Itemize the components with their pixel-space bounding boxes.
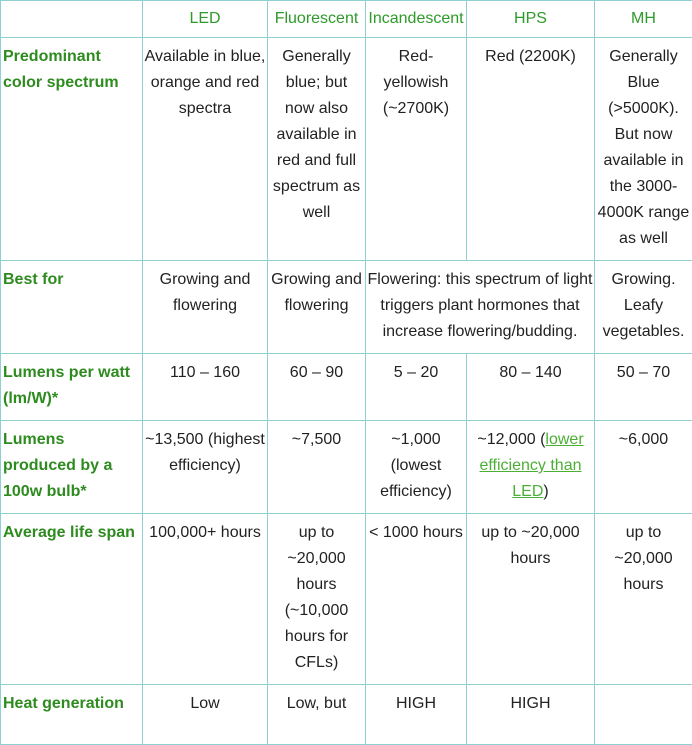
table-cell: 50 – 70 xyxy=(595,354,692,421)
row-label: Best for xyxy=(1,261,143,354)
header-hps: HPS xyxy=(467,1,595,38)
table-cell: Growing and flowering xyxy=(268,261,366,354)
table-row xyxy=(1,354,692,421)
table-cell: up to ~20,000 hours (~10,000 hours for CFLs) xyxy=(268,514,366,685)
table-cell: HIGH xyxy=(366,685,467,745)
table-cell: 80 – 140 xyxy=(467,354,595,421)
table-cell: Growing and flowering xyxy=(143,261,268,354)
row-label: Heat generation xyxy=(1,685,143,745)
table-row xyxy=(1,514,692,685)
table-cell: Red (2200K) xyxy=(467,38,595,261)
cell-text: ) xyxy=(543,483,548,500)
row-label: Lumens produced by a 100w bulb* xyxy=(1,421,143,514)
header-row xyxy=(1,1,692,38)
table-cell: 5 – 20 xyxy=(366,354,467,421)
table-cell: up to ~20,000 hours xyxy=(595,514,692,685)
table-cell: HIGH xyxy=(467,685,595,745)
table-cell: Flowering: this spectrum of light triggers plant hormones that increase flowering/budding. xyxy=(366,261,595,354)
table-cell xyxy=(595,685,692,745)
table-cell: Low xyxy=(143,685,268,745)
table-cell: 110 – 160 xyxy=(143,354,268,421)
table-cell xyxy=(467,421,595,514)
table-row xyxy=(1,38,692,261)
table-cell: 60 – 90 xyxy=(268,354,366,421)
table-cell: Red-yellowish (~2700K) xyxy=(366,38,467,261)
table-cell: ~13,500 (highest efficiency) xyxy=(143,421,268,514)
table-cell: < 1000 hours xyxy=(366,514,467,685)
table-cell: 100,000+ hours xyxy=(143,514,268,685)
table-cell: Available in blue, orange and red spectra xyxy=(143,38,268,261)
header-led: LED xyxy=(143,1,268,38)
header-corner xyxy=(1,1,143,38)
efficiency-link[interactable]: lower efficiency than LED xyxy=(480,431,584,500)
table-cell: Growing. Leafy vegetables. xyxy=(595,261,692,354)
row-label: Average life span xyxy=(1,514,143,685)
table-cell: Generally Blue (>5000K). But now available in the 3000-4000K range as well xyxy=(595,38,692,261)
table-row xyxy=(1,421,692,514)
row-label: Lumens per watt (lm/W)* xyxy=(1,354,143,421)
table-cell: ~6,000 xyxy=(595,421,692,514)
row-label: Predominant color spectrum xyxy=(1,38,143,261)
table-cell: Generally blue; but now also available in red and full spectrum as well xyxy=(268,38,366,261)
table-cell: Low, but xyxy=(268,685,366,745)
table-row xyxy=(1,261,692,354)
table-row xyxy=(1,685,692,745)
header-mh: MH xyxy=(595,1,692,38)
cell-text: ~12,000 ( xyxy=(477,431,545,448)
table-cell: up to ~20,000 hours xyxy=(467,514,595,685)
header-incandescent: Incandescent xyxy=(366,1,467,38)
table-cell: ~1,000 (lowest efficiency) xyxy=(366,421,467,514)
header-fluorescent: Fluorescent xyxy=(268,1,366,38)
table-cell: ~7,500 xyxy=(268,421,366,514)
